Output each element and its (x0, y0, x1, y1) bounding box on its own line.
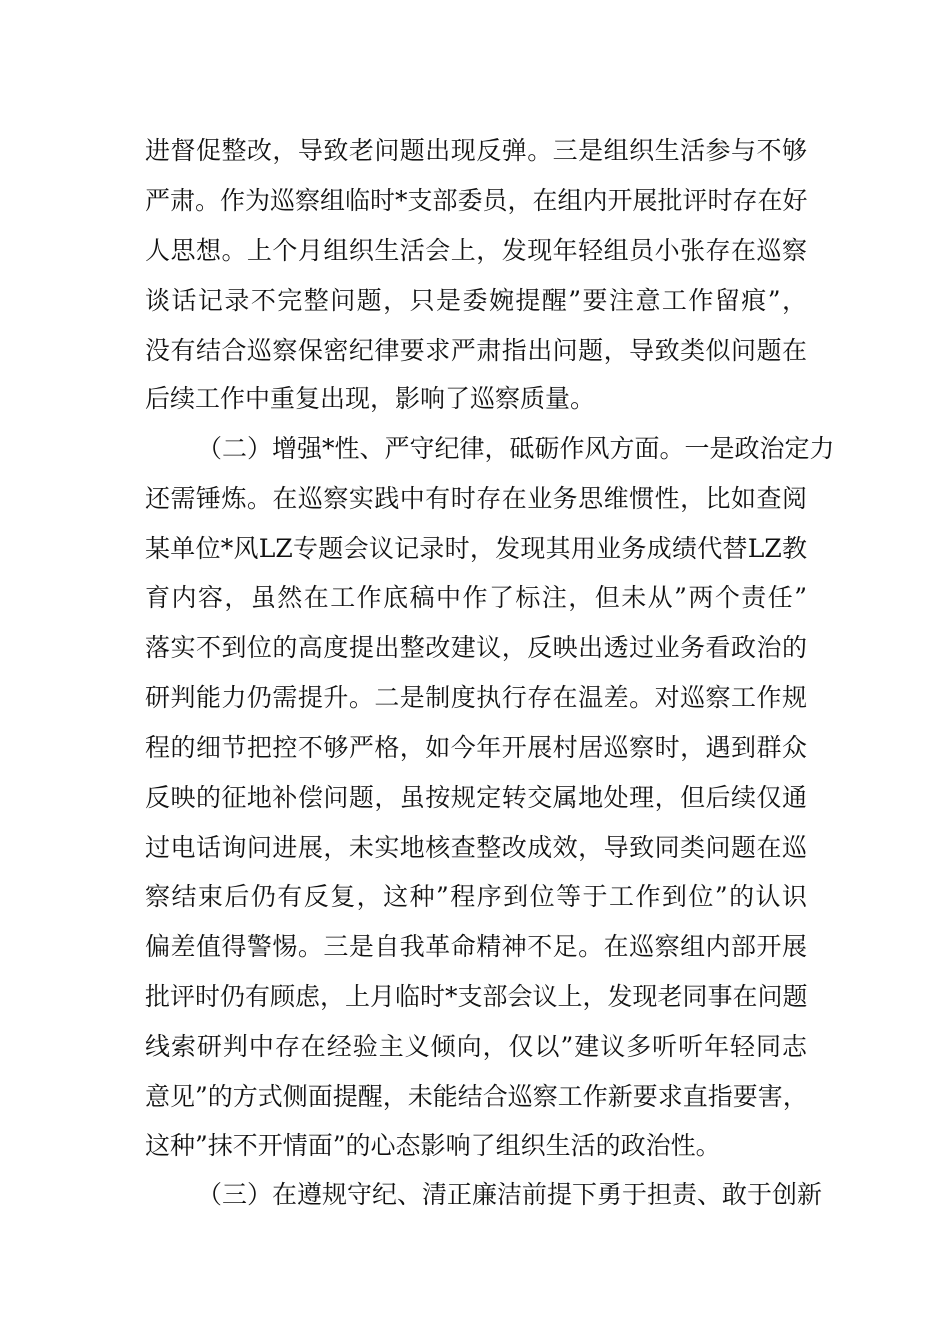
text-line: 落实不到位的高度提出整改建议，反映出透过业务看政治的 (145, 633, 807, 662)
text-line: （三）在遵规守纪、清正廉洁前提下勇于担责、敢于创新 (197, 1180, 823, 1209)
text-line: 偏差值得警惕。三是自我革命精神不足。在巡察组内部开展 (145, 932, 807, 961)
text-line: 谈话记录不完整问题，只是委婉提醒”要注意工作留痕”， (145, 286, 807, 315)
text-line: 人思想。上个月组织生活会上，发现年轻组员小张存在巡察 (145, 236, 807, 265)
text-line: 进督促整改，导致老问题出现反弹。三是组织生活参与不够 (145, 136, 807, 165)
text-line: 还需锤炼。在巡察实践中有时存在业务思维惯性，比如查阅 (145, 484, 807, 513)
text-line: 反映的征地补偿问题，虽按规定转交属地处理，但后续仅通 (145, 783, 807, 812)
text-line: 批评时仍有顾虑，上月临时*支部会议上，发现老同事在问题 (145, 982, 808, 1011)
text-line: 某单位*风LZ专题会议记录时，发现其用业务成绩代替LZ教 (145, 534, 807, 563)
text-line: （二）增强*性、严守纪律，砥砺作风方面。一是政治定力 (197, 434, 835, 463)
text-line: 研判能力仍需提升。二是制度执行存在温差。对巡察工作规 (145, 683, 807, 712)
text-line: 过电话询问进展，未实地核查整改成效，导致同类问题在巡 (145, 833, 807, 862)
text-line: 没有结合巡察保密纪律要求严肃指出问题，导致类似问题在 (145, 336, 807, 365)
text-line: 线索研判中存在经验主义倾向，仅以”建议多听听年轻同志 (145, 1032, 807, 1061)
text-line: 意见”的方式侧面提醒，未能结合巡察工作新要求直指要害， (145, 1082, 808, 1111)
text-line: 程的细节把控不够严格，如今年开展村居巡察时，遇到群众 (145, 733, 807, 762)
text-line: 育内容，虽然在工作底稿中作了标注，但未从”两个责任” (145, 583, 807, 612)
text-line: 严肃。作为巡察组临时*支部委员，在组内开展批评时存在好 (145, 186, 808, 215)
text-line: 后续工作中重复出现，影响了巡察质量。 (145, 384, 596, 413)
text-line: 这种”抹不开情面”的心态影响了组织生活的政治性。 (145, 1131, 721, 1160)
text-line: 察结束后仍有反复，这种”程序到位等于工作到位”的认识 (145, 882, 807, 911)
